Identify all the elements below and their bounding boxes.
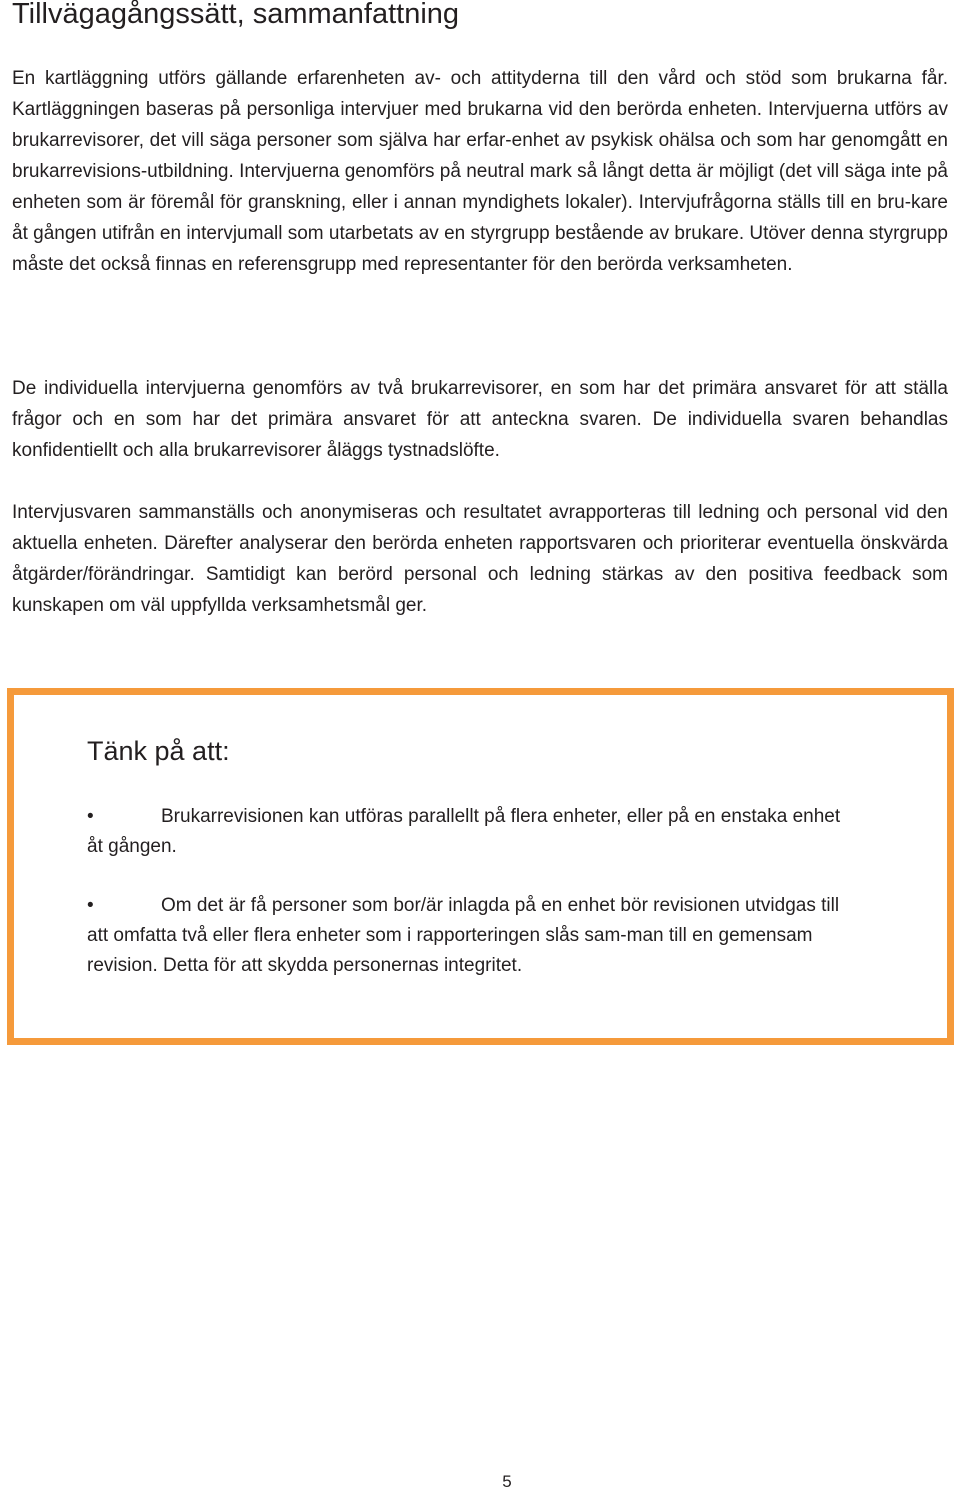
callout-list-item-text: Brukarrevisionen kan utföras parallellt på flera enheter, eller på en enstaka enhet åt gången. <box>87 806 841 857</box>
callout-list-item <box>87 802 857 862</box>
paragraph-method-overview: En kartläggning utförs gällande erfarenheten av- och attityderna till den vård och stöd som brukarna får. Kartläggningen baseras på personliga intervjuer med brukarna vid den berörda enheten. Intervjuerna utförs av brukarrevisorer, det vill säga personer som själva har erfar-enhet av psykisk ohälsa och som har genomgått en brukarrevisions-utbildning. Intervjuerna genomförs på neutral mark så långt detta är möjligt (det vill säga inte på enheten som är föremål för granskning, eller i annan myndighets lokaler). Intervjufrågorna ställs till en bru-kare åt gången utifrån en intervjumall som utarbetats av en styrgrupp bestående av brukare. Utöver denna styrgrupp måste det också finnas en referensgrupp med representanter för den berörda verksamheten. <box>12 68 948 275</box>
page-number: 5 <box>502 1472 512 1491</box>
bullet-icon: • <box>87 895 94 916</box>
callout-title: Tänk på att: <box>87 736 230 766</box>
paragraph-results-reporting: Intervjusvaren sammanställs och anonymiseras och resultatet avrapporteras till ledning och personal vid den aktuella enheten. Därefter analyserar den berörda enheten rapportsvaren och prioriterar eventuella önskvärda åtgärder/förändringar. Samtidigt kan berörd personal och ledning stärkas av den positiva feedback som kunskapen om väl uppfyllda verksamhetsmål ger. <box>12 502 948 616</box>
callout-list-item-text: Om det är få personer som bor/är inlagda på en enhet bör revisionen utvidgas till att omfatta två eller flera enheter som i rapporteringen slås sam-man till en gemensam revision. Detta för att skydda personernas integritet. <box>87 895 840 976</box>
paragraph-individual-interviews: De individuella intervjuerna genomförs av två brukarrevisorer, en som har det primära ansvaret för att ställa frågor och en som har det primära ansvaret för att anteckna svaren. De individuella svaren behandlas konfidentiellt och alla brukarrevisorer åläggs tystnadslöfte. <box>12 378 948 461</box>
page-title: Tillvägagångssätt, sammanfattning <box>12 0 460 30</box>
tips-callout-box <box>7 688 954 1045</box>
bullet-icon: • <box>87 806 94 827</box>
callout-list-item <box>87 891 857 981</box>
